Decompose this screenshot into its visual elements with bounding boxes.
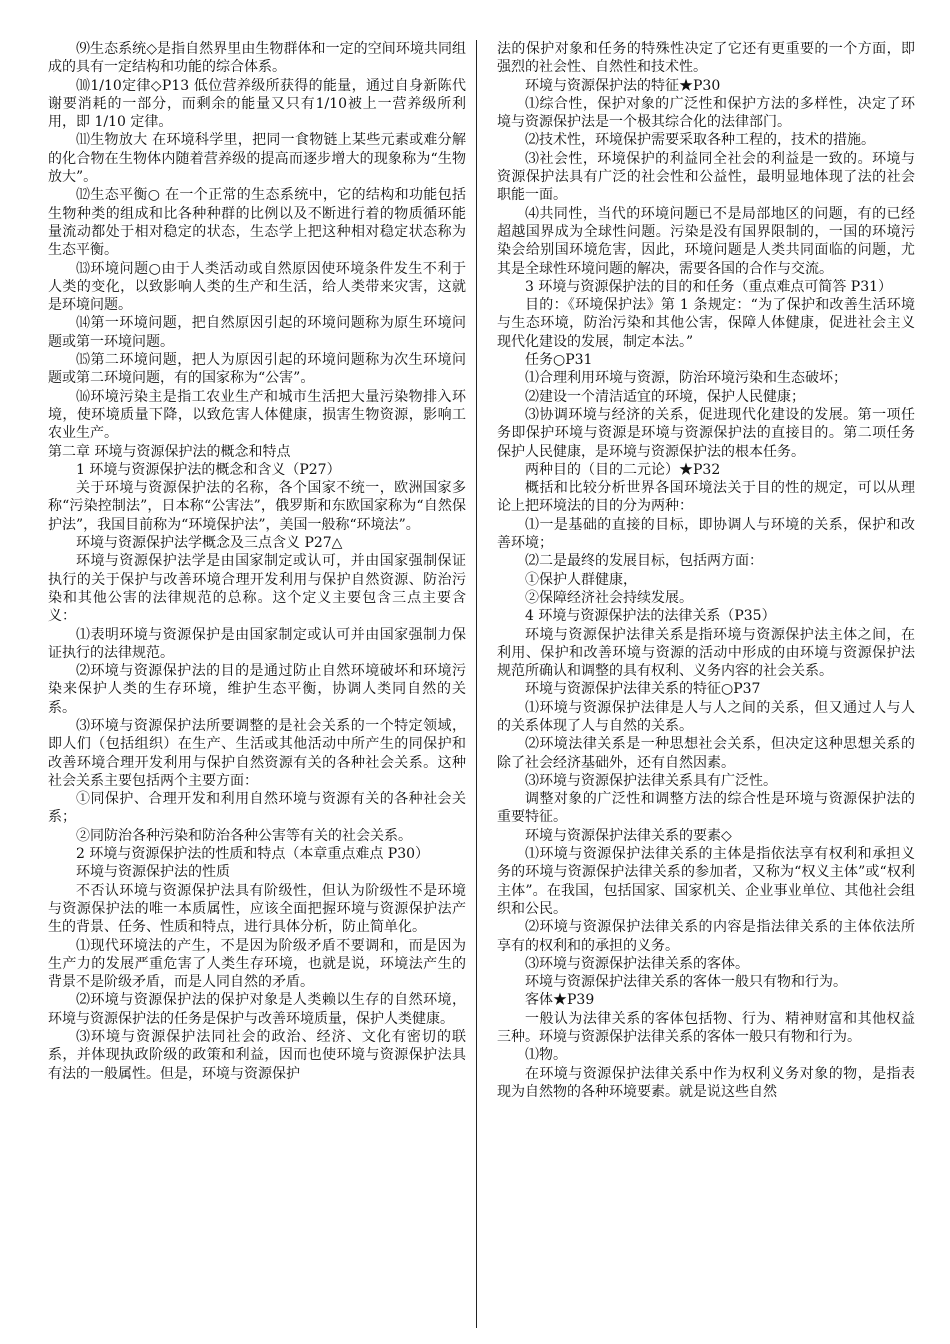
- paragraph: 在环境与资源保护法律关系中作为权利义务对象的物，是指表现为自然物的各种环境要素。就是说这些自然: [497, 1065, 915, 1100]
- right-column: [497, 40, 915, 1330]
- paragraph: ⒀环境问题○由于人类活动或自然原因使环境条件发生不利于人类的变化，以致影响人类的生产和生活，给人类带来灾害，这就是环境问题。: [48, 260, 466, 314]
- paragraph: ⑶环境与资源保护法律关系具有广泛性。: [525, 772, 777, 789]
- paragraph: 2 环境与资源保护法的性质和特点（本章重点难点 P30）: [76, 846, 430, 863]
- paragraph: ⑶社会性，环境保护的利益同全社会的利益是一致的。环境与资源保护法具有广泛的社会性和公益性，最明显地体现了法的社会职能一面。: [497, 150, 915, 204]
- paragraph: ②保障经济社会持续发展。: [525, 589, 693, 606]
- paragraph: ⑿生态平衡○ 在一个正常的生态系统中，它的结构和功能包括生物种类的组成和比各种种群的比例以及不断进行着的物质循环能量流动都处于相对稳定的状态，生态学上把这种相对稳定状态称为生态平衡。: [48, 187, 466, 259]
- paragraph: 环境与资源保护法的性质: [76, 864, 230, 881]
- paragraph: ⑷共同性，当代的环境问题已不是局部地区的问题，有的已经超越国界成为全球性问题。污染是没有国界限制的，一国的环境污染会给别国环境危害，因此，环境问题是人类共同面临的问题，尤其是全球性环境问题的解决，需要各国的合作与交流。: [497, 205, 915, 277]
- paragraph: 环境与资源保护法律关系的客体一般只有物和行为。: [525, 974, 847, 991]
- paragraph: 3 环境与资源保护法的目的和任务（重点难点可简答 P31）: [525, 278, 893, 295]
- paragraph: ⑵环境与资源保护法的目的是通过防止自然环境破坏和环境污染来保护人类的生存环境，维护生态平衡，协调人类同自然的关系。: [48, 663, 466, 716]
- paragraph: ⑴表明环境与资源保护是由国家制定或认可并由国家强制力保证执行的法律规范。: [48, 626, 466, 661]
- paragraph: ⑶环境与资源保护法所要调整的是社会关系的一个特定领域，即人们（包括组织）在生产、生活或其他活动中所产生的同保护和改善环境合理开发利用与保护自然资源有关的各种社会关系。这种社会关系主要包括两个主要方面：: [48, 717, 466, 789]
- paragraph: 目的：《环境保护法》第 1 条规定：“为了保护和改善生活环境与生态环境，防治污染和其他公害，保障人体健康，促进社会主义现代化建设的发展，制定本法。”: [497, 297, 915, 350]
- paragraph: 任务○P31: [525, 352, 593, 369]
- paragraph: ⑵环境法律关系是一种思想社会关系，但决定这种思想关系的除了社会经济基础外，还有自然因素。: [497, 736, 915, 771]
- paragraph: 环境与资源保护法律关系是指环境与资源保护法主体之间，在利用、保护和改善环境与资源的活动中形成的由环境与资源保护法规范所确认和调整的具有权利、义务内容的社会关系。: [497, 626, 915, 680]
- paragraph: ⑵二是最终的发展目标，包括两方面：: [525, 553, 763, 570]
- left-column: [48, 40, 466, 1330]
- paragraph: ⑶环境与资源保护法律关系的客体。: [525, 955, 749, 972]
- paragraph: 调整对象的广泛性和调整方法的综合性是环境与资源保护法的重要特征。: [497, 791, 915, 826]
- paragraph: 一般认为法律关系的客体包括物、行为、精神财富和其他权益三种。环境与资源保护法律关系的客体一般只有物和行为。: [497, 1010, 915, 1046]
- paragraph: ⑾生物放大 在环境科学里，把同一食物链上某些元素或难分解的化合物在生物体内随着营养级的提高而逐步增大的现象称为“生物放大”。: [48, 132, 466, 186]
- paragraph: 环境与资源保护法律关系的特征○P37: [525, 681, 761, 698]
- paragraph: 4 环境与资源保护法的法律关系（P35）: [525, 608, 776, 625]
- paragraph: ①同保护、合理开发和利用自然环境与资源有关的各种社会关系；: [48, 791, 466, 826]
- paragraph: ⑼生态系统◇是指自然界里由生物群体和一定的空间环境共同组成的具有一定结构和功能的综合体系。: [48, 41, 466, 76]
- paragraph: 概括和比较分析世界各国环境法关于目的性的规定，可以从理论上把环境法的目的分为两种：: [497, 480, 915, 515]
- paragraph: ⑴现代环境法的产生，不是因为阶级矛盾不要调和，而是因为生产力的发展严重危害了人类生存环境，也就是说，环境法产生的背景不是阶级矛盾，而是人同自然的矛盾。: [48, 937, 466, 991]
- paragraph: ⑶环境与资源保护法同社会的政治、经济、文化有密切的联系，并体现执政阶级的政策和利益，因而也使环境与资源保护法具有法的一般属性。但是，环境与资源保护: [48, 1029, 466, 1082]
- paragraph: ⑵环境与资源保护法律关系的内容是指法律关系的主体依法所享有的权利和的承担的义务。: [497, 919, 915, 954]
- paragraph: ⒁第一环境问题，把自然原因引起的环境问题称为原生环境问题或第一环境问题。: [48, 315, 466, 350]
- paragraph: ⑴合理利用环境与资源，防治环境污染和生态破坏；: [525, 370, 847, 387]
- paragraph: 第二章 环境与资源保护法的概念和特点: [48, 443, 291, 460]
- column-divider: [476, 40, 477, 1328]
- paragraph: 两种目的（目的二元论）★P32: [525, 461, 721, 478]
- paragraph: 环境与资源保护法律关系的要素◇: [525, 827, 732, 844]
- paragraph: 客体★P39: [525, 992, 595, 1009]
- paragraph: ⑴环境与资源保护法律是人与人之间的关系，但又通过人与人的关系体现了人与自然的关系。: [497, 699, 915, 734]
- paragraph: 不否认环境与资源保护法具有阶级性，但认为阶级性不是环境与资源保护法的唯一本质属性，应该全面把握环境与资源保护法产生的背景、任务、性质和特点，进行具体分析，防止简单化。: [48, 882, 466, 936]
- paragraph: ⑽1/10定律◇P13 低位营养级所获得的能量，通过自身新陈代谢要消耗的一部分，而剩余的能量又只有1/10被上一营养级所利用，即 1/10 定律。: [48, 77, 466, 131]
- paragraph: ①保护人群健康，: [525, 571, 637, 588]
- paragraph: ⑵环境与资源保护法的保护对象是人类赖以生存的自然环境，环境与资源保护法的任务是保护与改善环境质量，保护人类健康。: [48, 992, 466, 1027]
- paragraph: ⑴一是基础的直接的目标，即协调人与环境的关系，保护和改善环境；: [497, 516, 915, 552]
- paragraph: 关于环境与资源保护法的名称，各个国家不统一，欧洲国家多称“污染控制法”，日本称“公害法”，俄罗斯和东欧国家称为“自然保护法”，我国目前称为“环境保护法”，美国一般称“环境法”。: [48, 480, 466, 533]
- paragraph: 环境与资源保护法学概念及三点含义 P27△: [76, 535, 343, 552]
- paragraph: ⑴物。: [525, 1047, 567, 1064]
- paragraph: ⑵建设一个清洁适宜的环境，保护人民健康；: [525, 388, 805, 405]
- paragraph: ⑵技术性，环境保护需要采取各种工程的，技术的措施。: [525, 132, 875, 149]
- paragraph: ⑶协调环境与经济的关系，促进现代化建设的发展。第一项任务即保护环境与资源是环境与资源保护法的直接目的。第二项任务保护人民健康，是环境与资源保护法的根本任务。: [497, 406, 915, 460]
- paragraph: 法的保护对象和任务的特殊性决定了它还有更重要的一个方面，即强烈的社会性、自然性和技术性。: [497, 41, 915, 76]
- paragraph: ②同防治各种污染和防治各种公害等有关的社会关系。: [76, 827, 412, 844]
- paragraph: ⒃环境污染主是指工农业生产和城市生活把大量污染物排入环境，使环境质量下降，以致危害人体健康，损害生物资源，影响工农业生产。: [48, 388, 466, 442]
- paragraph: ⑴环境与资源保护法律关系的主体是指依法享有权利和承担义务的环境与资源保护法律关系的参加者，又称为“权义主体”或“权利主体”。在我国，包括国家、国家机关、企业事业单位、其他社会组织和公民。: [497, 846, 915, 917]
- paragraph: 1 环境与资源保护法的概念和含义（P27）: [76, 461, 341, 478]
- paragraph: ⒂第二环境问题，把人为原因引起的环境问题称为次生环境问题或第二环境问题，有的国家称为“公害”。: [48, 352, 466, 387]
- paragraph: ⑴综合性，保护对象的广泛性和保护方法的多样性，决定了环境与资源保护法是一个极其综合化的法律部门。: [497, 95, 915, 131]
- paragraph: 环境与资源保护法学是由国家制定或认可，并由国家强制保证执行的关于保护与改善环境合理开发利用与保护自然资源、防治污染和其他公害的法律规范的总称。这个定义主要包含三点主要含义：: [48, 553, 466, 625]
- paragraph: 环境与资源保护法的特征★P30: [525, 77, 721, 94]
